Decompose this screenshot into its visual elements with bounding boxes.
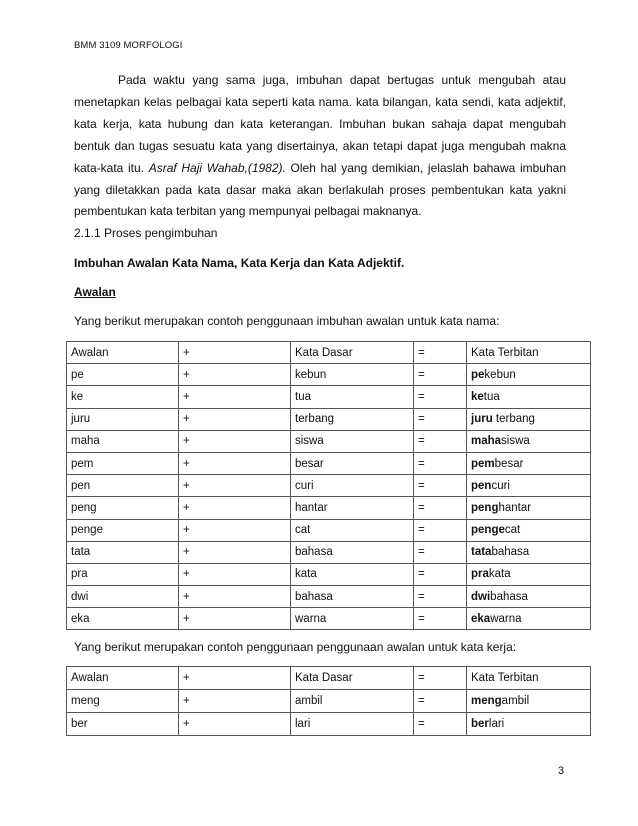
awalan-cell: ke [67, 386, 179, 408]
root-text: cat [504, 524, 521, 537]
kata-terbitan-cell [467, 408, 591, 430]
kata-terbitan-cell [467, 713, 591, 736]
header-cell: Awalan [67, 342, 179, 364]
kata-terbitan-cell [467, 519, 591, 541]
kata-dasar-cell: bahasa [291, 586, 414, 608]
root-text: bahasa [491, 546, 530, 559]
kata-dasar-cell: bahasa [291, 541, 414, 563]
table-header-row [67, 342, 591, 364]
root-text: besar [494, 457, 524, 470]
plus-cell: + [179, 430, 291, 452]
kata-dasar-cell: warna [291, 608, 414, 630]
table-row [67, 475, 591, 497]
plus-cell: + [179, 541, 291, 563]
prefix-bold: penge [471, 524, 505, 537]
prefix-bold: pen [471, 479, 492, 492]
kata-terbitan-cell [467, 452, 591, 474]
awalan-cell: pe [67, 364, 179, 386]
header-cell: + [179, 667, 291, 690]
table-row [67, 386, 591, 408]
table-row [67, 690, 591, 713]
awalan-cell: penge [67, 519, 179, 541]
awalan-cell: peng [67, 497, 179, 519]
equals-cell: = [414, 430, 467, 452]
kata-terbitan-cell [467, 563, 591, 585]
root-text: hantar [498, 501, 532, 514]
table-kata-nama [66, 341, 591, 630]
plus-cell: + [179, 608, 291, 630]
plus-cell: + [179, 519, 291, 541]
equals-cell: = [414, 563, 467, 585]
plus-cell: + [179, 690, 291, 713]
equals-cell: = [414, 713, 467, 736]
plus-cell: + [179, 497, 291, 519]
intro-kata-nama: Yang berikut merupakan contoh penggunaan imbuhan awalan untuk kata nama: [74, 314, 500, 328]
table-row [67, 364, 591, 386]
kata-dasar-cell: kebun [291, 364, 414, 386]
root-text: warna [490, 612, 522, 625]
intro-kata-kerja: Yang berikut merupakan contoh penggunaan penggunaan awalan untuk kata kerja: [74, 640, 517, 654]
equals-cell: = [414, 497, 467, 519]
table-row [67, 586, 591, 608]
prefix-bold: juru [471, 413, 493, 426]
root-text: kata [488, 568, 511, 581]
kata-dasar-cell: curi [291, 475, 414, 497]
equals-cell: = [414, 452, 467, 474]
table-row [67, 563, 591, 585]
kata-terbitan-cell [467, 541, 591, 563]
citation: Asraf Haji Wahab,(1982). [148, 160, 286, 175]
prefix-bold: dwi [471, 590, 491, 603]
awalan-cell: juru [67, 408, 179, 430]
paragraph-text-2: Oleh hal yang demikian, jelaslah bahawa imbuhan yang diletakkan pada kata dasar maka akan berlakulah proses pembentukan kata yakni pembentukan kata terbitan yang mempunyai pelbagai maknanya. [74, 160, 566, 219]
prefix-bold: maha [471, 435, 502, 448]
table-row [67, 541, 591, 563]
kata-terbitan-cell [467, 364, 591, 386]
page-number: 3 [558, 765, 565, 777]
kata-dasar-cell: kata [291, 563, 414, 585]
plus-cell: + [179, 586, 291, 608]
root-text: lari [488, 718, 505, 730]
kata-dasar-cell: cat [291, 519, 414, 541]
kata-terbitan-cell [467, 475, 591, 497]
kata-terbitan-cell [467, 497, 591, 519]
table-row [67, 452, 591, 474]
root-text: bahasa [490, 590, 528, 603]
kata-terbitan-cell [467, 386, 591, 408]
root-text: curi [491, 479, 510, 492]
table-kata-kerja [66, 666, 591, 736]
plus-cell: + [179, 364, 291, 386]
root-text: kebun [484, 368, 516, 381]
equals-cell: = [414, 364, 467, 386]
header-cell: + [179, 342, 291, 364]
plus-cell: + [179, 452, 291, 474]
table-row [67, 713, 591, 736]
equals-cell: = [414, 541, 467, 563]
prefix-bold: tata [471, 546, 492, 559]
subsection-title: 2.1.1 Proses pengimbuhan [74, 226, 218, 240]
kata-dasar-cell: siswa [291, 430, 414, 452]
header-cell: Kata Dasar [291, 667, 414, 690]
section-heading: Imbuhan Awalan Kata Nama, Kata Kerja dan Kata Adjektif. [74, 256, 405, 270]
equals-cell: = [414, 408, 467, 430]
prefix-bold: peng [471, 501, 499, 514]
plus-cell: + [179, 563, 291, 585]
prefix-bold: eka [471, 612, 491, 625]
kata-dasar-cell: terbang [291, 408, 414, 430]
kata-dasar-cell: hantar [291, 497, 414, 519]
awalan-cell: pen [67, 475, 179, 497]
equals-cell: = [414, 608, 467, 630]
table-row [67, 430, 591, 452]
prefix-bold: ke [471, 390, 484, 403]
kata-dasar-cell: tua [291, 386, 414, 408]
table-row [67, 408, 591, 430]
equals-cell: = [414, 519, 467, 541]
root-text: tua [483, 390, 500, 403]
equals-cell: = [414, 690, 467, 713]
paragraph-text-1: Pada waktu yang sama juga, imbuhan dapat bertugas untuk mengubah atau menetapkan kelas pelbagai kata seperti kata nama. kata bilangan, kata sendi, kata adjektif, kata kerja, kata hubung dan kata keterangan. Imbuhan bukan sahaja dapat mengubah bentuk dan tugas sesuatu kata yang disertainya, akan tetapi dapat juga mengubah makna kata-kata itu. [74, 73, 566, 175]
header-cell: Awalan [67, 667, 179, 690]
kata-terbitan-cell [467, 608, 591, 630]
equals-cell: = [414, 475, 467, 497]
awalan-cell: pra [67, 563, 179, 585]
header-cell: = [414, 667, 467, 690]
plus-cell: + [179, 386, 291, 408]
kata-terbitan-cell [467, 690, 591, 713]
prefix-bold: meng [471, 695, 502, 707]
prefix-bold: ber [471, 718, 489, 730]
header-cell: = [414, 342, 467, 364]
header-cell: Kata Terbitan [467, 342, 591, 364]
root-text: ambil [501, 695, 530, 707]
awalan-cell: tata [67, 541, 179, 563]
kata-dasar-cell: lari [291, 713, 414, 736]
plus-cell: + [179, 713, 291, 736]
kata-terbitan-cell [467, 586, 591, 608]
plus-cell: + [179, 408, 291, 430]
kata-terbitan-cell [467, 430, 591, 452]
awalan-cell: meng [67, 690, 179, 713]
table-header-row [67, 667, 591, 690]
root-text: terbang [492, 413, 535, 426]
running-header: BMM 3109 MORFOLOGI [74, 40, 183, 51]
awalan-cell: ber [67, 713, 179, 736]
awalan-cell: eka [67, 608, 179, 630]
prefix-bold: pe [471, 368, 485, 381]
table-row [67, 497, 591, 519]
header-cell: Kata Dasar [291, 342, 414, 364]
root-text: siswa [501, 435, 530, 448]
header-cell: Kata Terbitan [467, 667, 591, 690]
kata-dasar-cell: besar [291, 452, 414, 474]
awalan-heading: Awalan [74, 285, 116, 299]
prefix-bold: pem [471, 457, 495, 470]
kata-dasar-cell: ambil [291, 690, 414, 713]
table-row [67, 519, 591, 541]
plus-cell: + [179, 475, 291, 497]
awalan-cell: dwi [67, 586, 179, 608]
awalan-cell: pem [67, 452, 179, 474]
equals-cell: = [414, 586, 467, 608]
table-row [67, 608, 591, 630]
equals-cell: = [414, 386, 467, 408]
awalan-cell: maha [67, 430, 179, 452]
body-paragraph [74, 70, 566, 223]
prefix-bold: pra [471, 568, 489, 581]
